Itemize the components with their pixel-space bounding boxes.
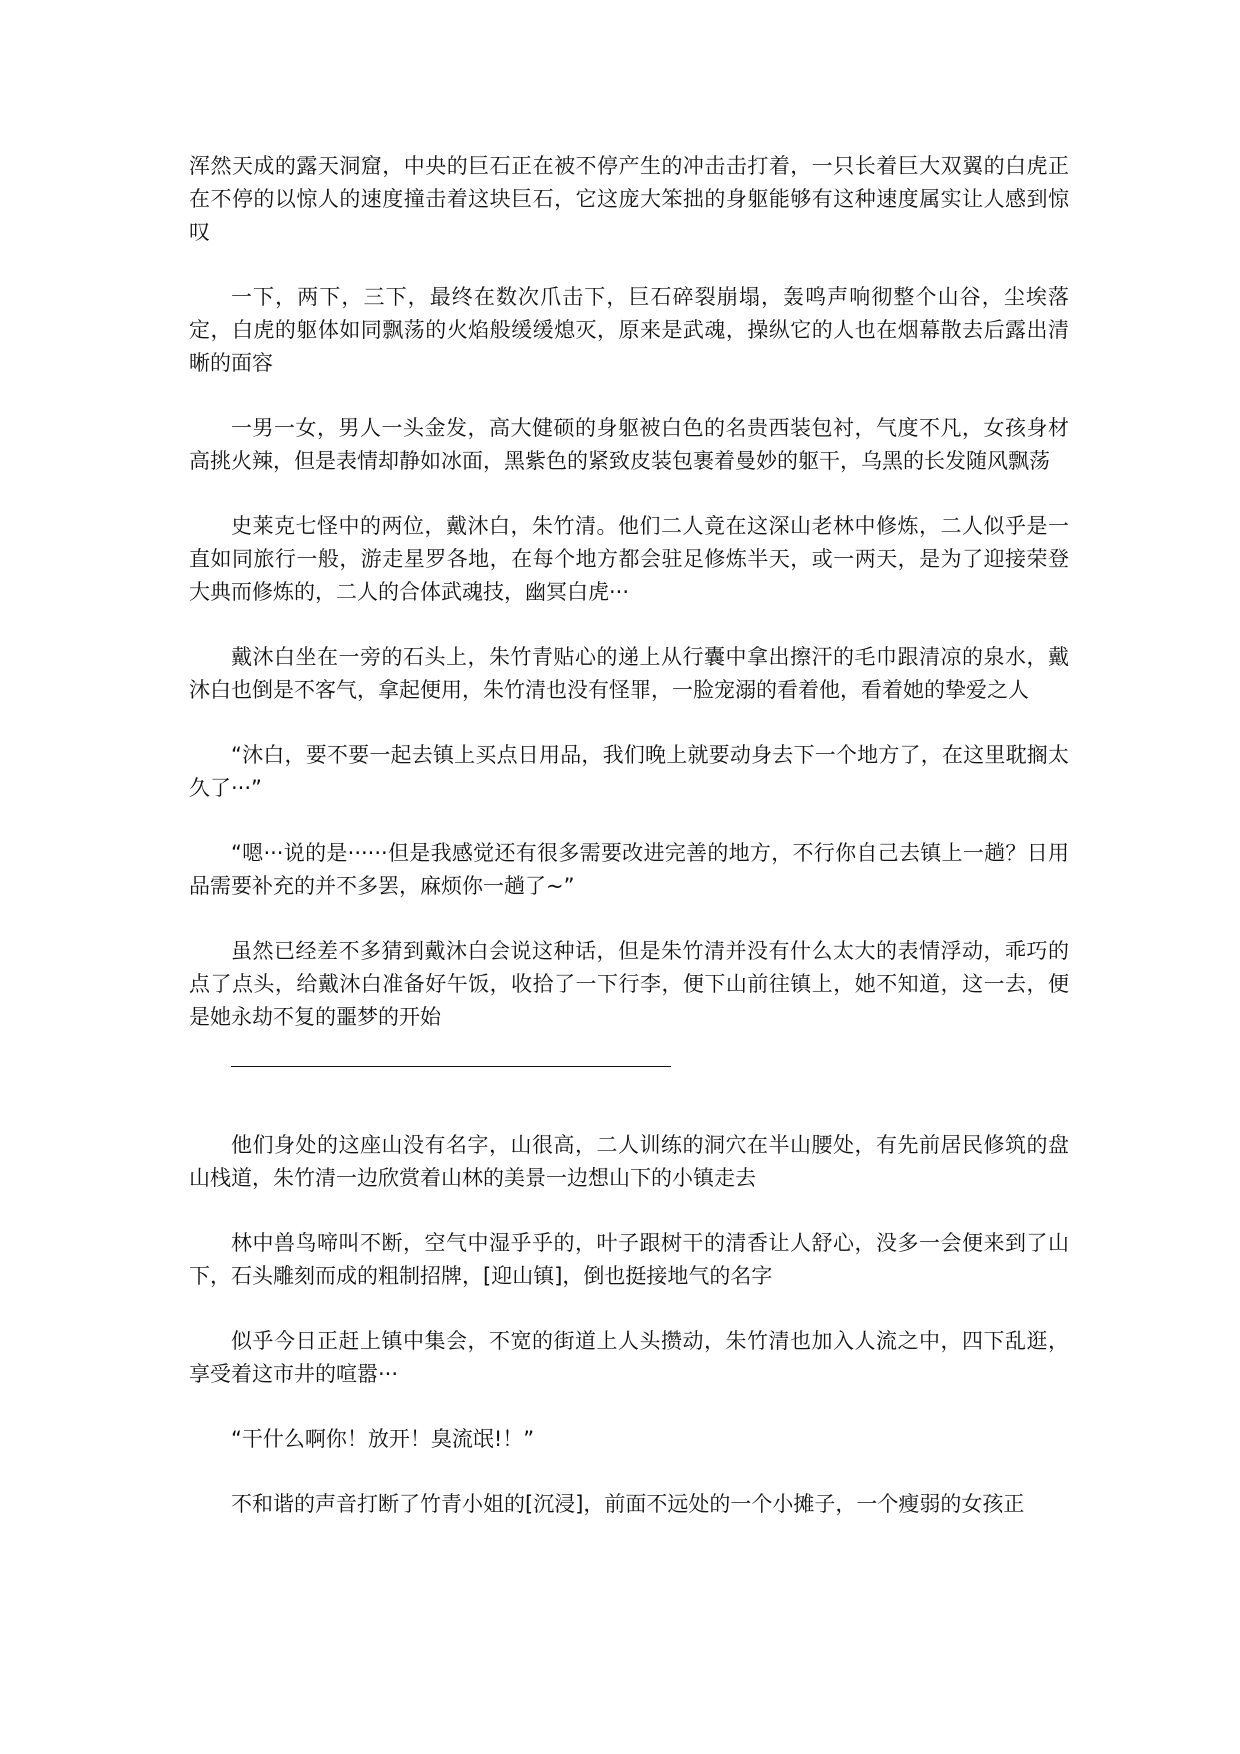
paragraph-12: “干什么啊你！放开！臭流氓!！”	[231, 1427, 535, 1451]
paragraph-5: 戴沐白坐在一旁的石头上，朱竹青贴心的递上从行囊中拿出擦汗的毛巾跟清凉的泉水，戴沐白也倒是不客气，拿起便用，朱竹清也没有怪罪，一脸宠溺的看着他，看着她的挚爱之人	[189, 645, 1069, 702]
paragraph-4: 史莱克七怪中的两位，戴沐白，朱竹清。他们二人竟在这深山老林中修炼，二人似乎是一直如同旅行一般，游走星罗各地，在每个地方都会驻足修炼半天，或一两天，是为了迎接荣登大典而修炼的，二人的合体武魂技，幽冥白虎···	[189, 514, 1069, 604]
section-divider	[231, 1066, 671, 1067]
paragraph-10: 林中兽鸟啼叫不断，空气中湿乎乎的，叶子跟树干的清香让人舒心，没多一会便来到了山下，石头雕刻而成的粗制招牌，[迎山镇]，倒也挺接地气的名字	[189, 1231, 1069, 1288]
paragraph-11: 似乎今日正赶上镇中集会，不宽的街道上人头攒动，朱竹清也加入人流之中，四下乱逛，享受着这市井的喧嚣···	[189, 1329, 1069, 1386]
paragraph-3: 一男一女，男人一头金发，高大健硕的身躯被白色的名贵西装包衬，气度不凡，女孩身材高挑火辣，但是表情却静如冰面，黑紫色的紧致皮装包裹着曼妙的躯干，乌黑的长发随风飘荡	[189, 416, 1069, 473]
paragraph-2: 一下，两下，三下，最终在数次爪击下，巨石碎裂崩塌，轰鸣声响彻整个山谷，尘埃落定，白虎的躯体如同飘荡的火焰般缓缓熄灭，原来是武魂，操纵它的人也在烟幕散去后露出清晰的面容	[189, 285, 1069, 375]
paragraph-8: 虽然已经差不多猜到戴沐白会说这种话，但是朱竹清并没有什么太大的表情浮动，乖巧的点了点头，给戴沐白准备好午饭，收拾了一下行李，便下山前往镇上，她不知道，这一去，便是她永劫不复的噩梦的开始	[189, 939, 1069, 1029]
paragraph-1: 浑然天成的露天洞窟，中央的巨石正在被不停产生的冲击击打着，一只长着巨大双翼的白虎正在不停的以惊人的速度撞击着这块巨石，它这庞大笨拙的身躯能够有这种速度属实让人感到惊叹	[189, 154, 1069, 244]
document-body	[189, 150, 1069, 1553]
paragraph-6: “沐白，要不要一起去镇上买点日用品，我们晚上就要动身去下一个地方了，在这里耽搁太久了···”	[189, 743, 1069, 800]
paragraph-7: “嗯···说的是······但是我感觉还有很多需要改进完善的地方，不行你自己去镇上一趟？日用品需要补充的并不多罢，麻烦你一趟了~”	[189, 841, 1069, 898]
paragraph-9: 他们身处的这座山没有名字，山很高，二人训练的洞穴在半山腰处，有先前居民修筑的盘山栈道，朱竹清一边欣赏着山林的美景一边想山下的小镇走去	[189, 1133, 1069, 1190]
paragraph-13: 不和谐的声音打断了竹青小姐的[沉浸]，前面不远处的一个小摊子，一个瘦弱的女孩正	[231, 1492, 1025, 1516]
